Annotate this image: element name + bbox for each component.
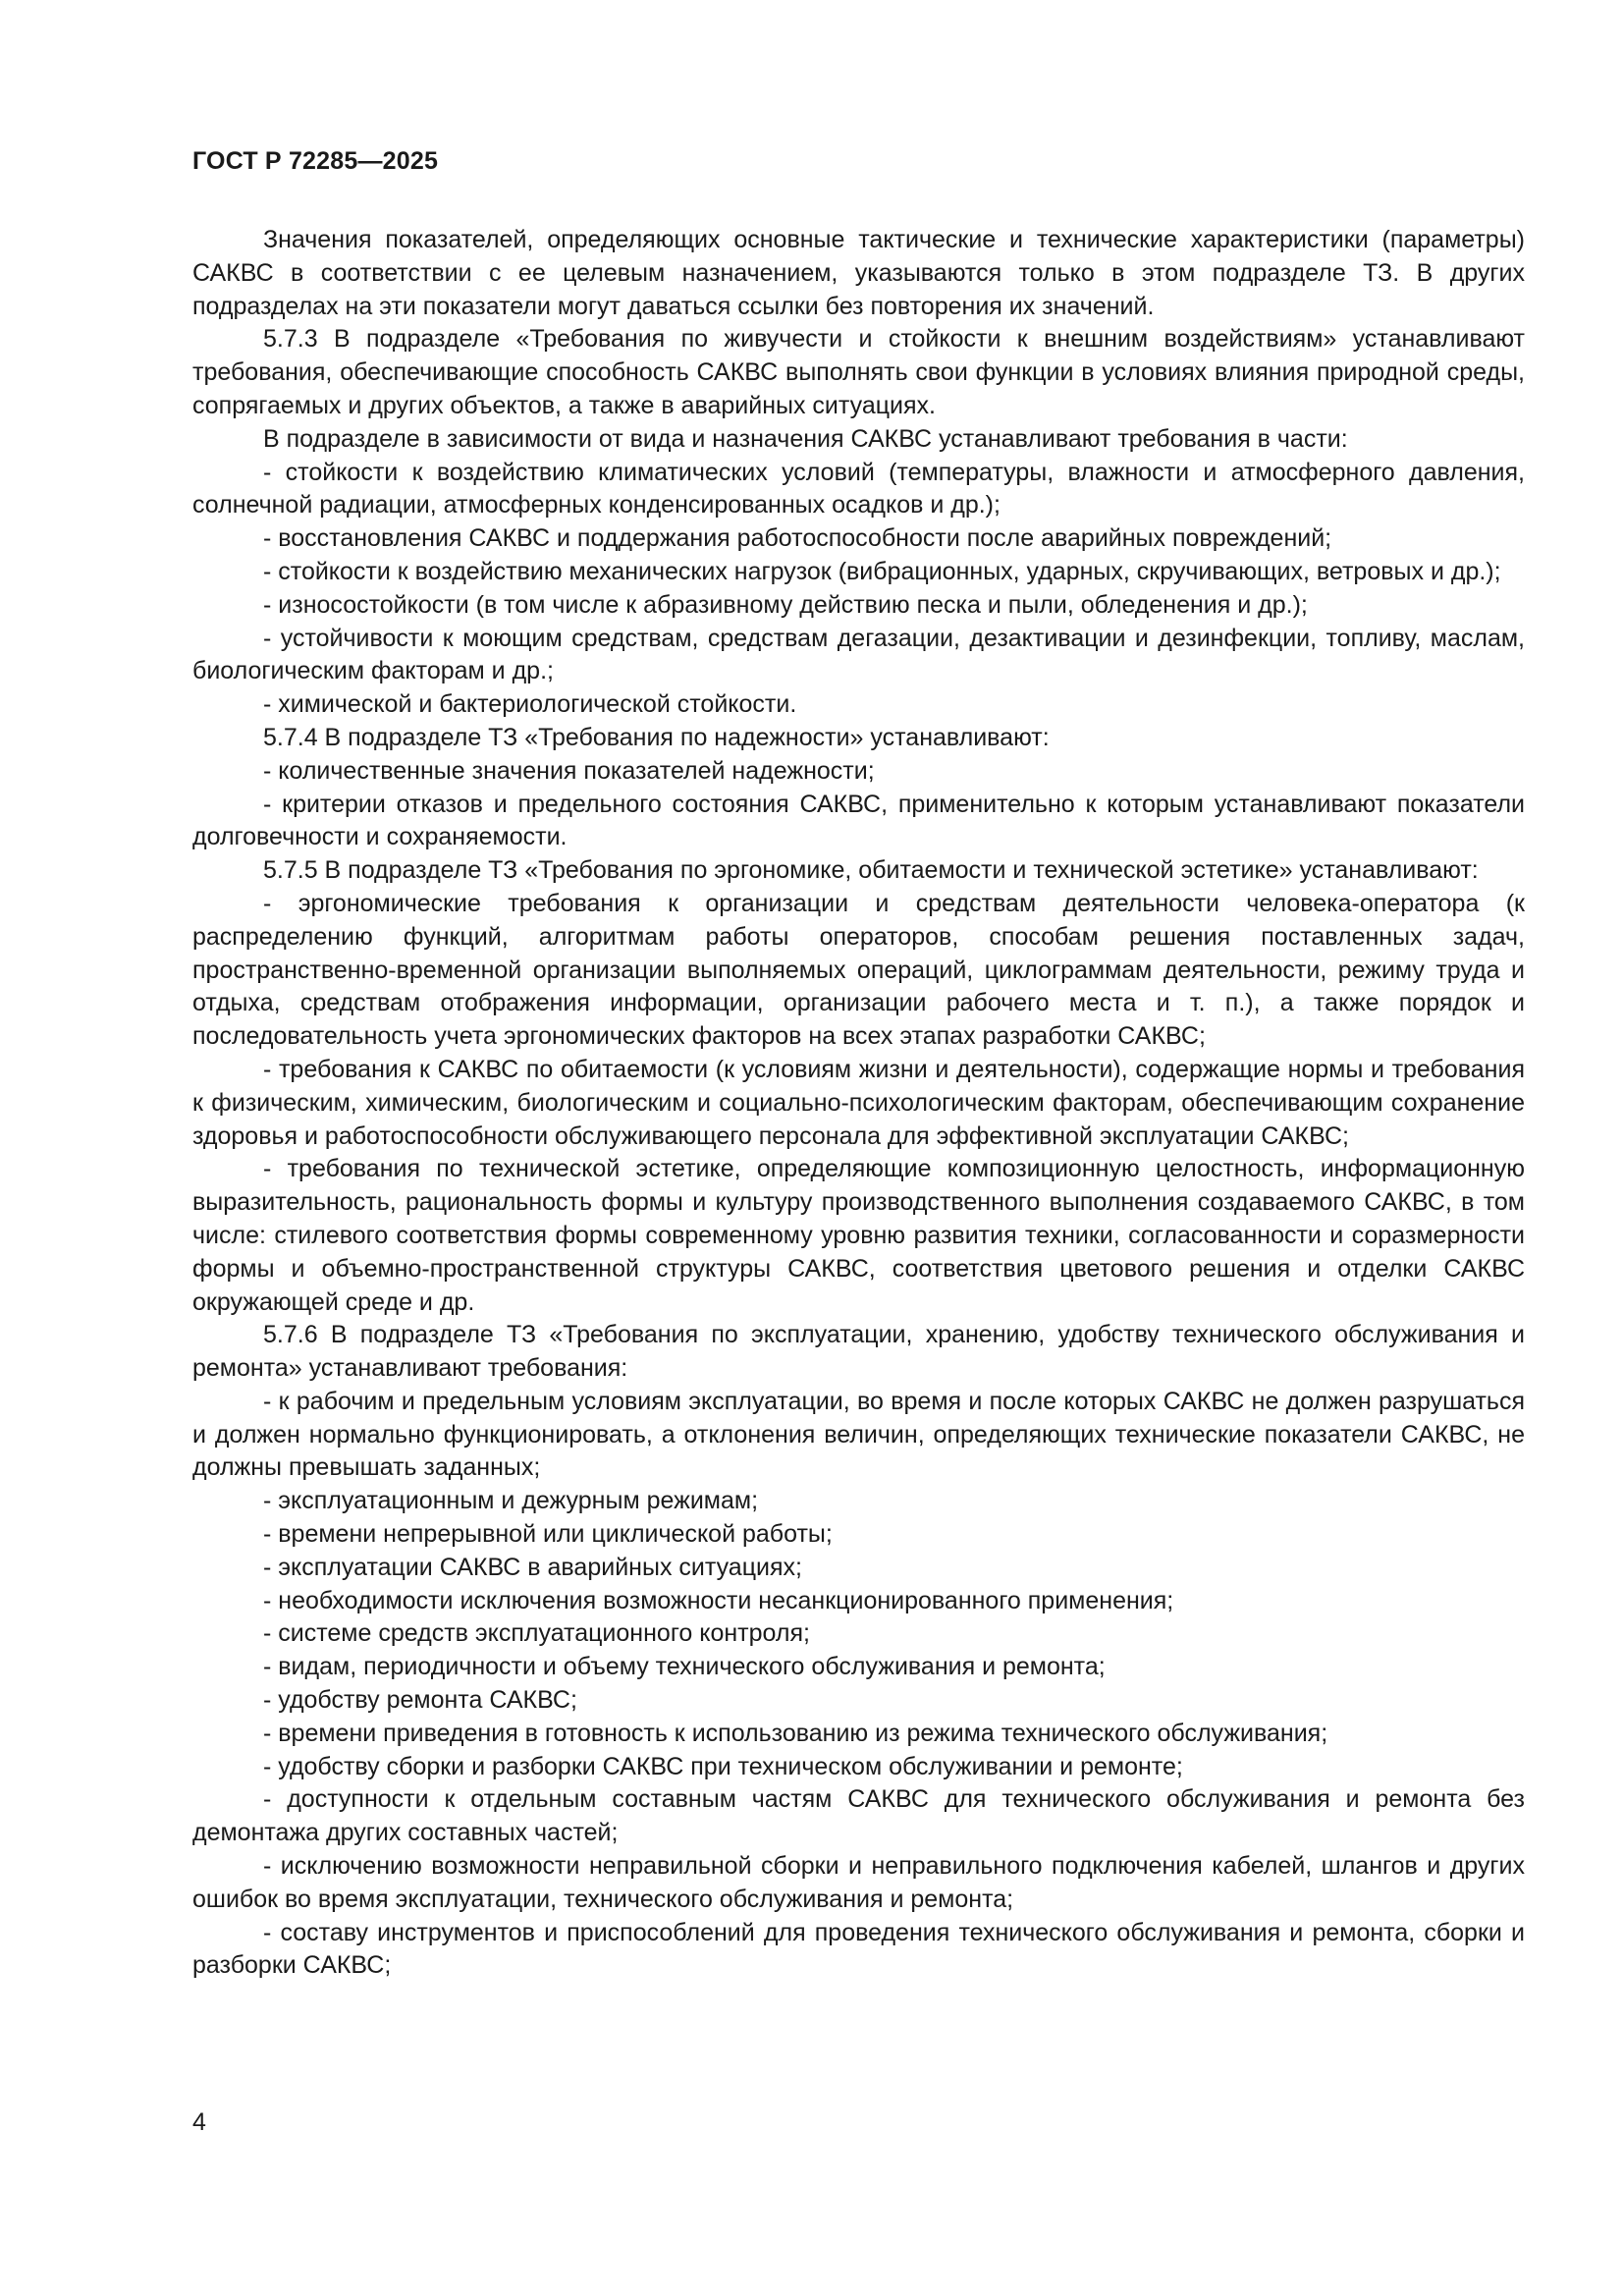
list-item: - восстановления САКВС и поддержания работоспособности после аварийных повреждений;	[263, 524, 1332, 553]
paragraph: В подразделе в зависимости от вида и назначения САКВС устанавливают требования в части:	[263, 424, 1348, 453]
list-item: - составу инструментов и приспособлений для проведения технического обслуживания и ремонта, сборки и разборки САКВС;	[192, 1918, 1525, 1980]
list-item: - исключению возможности неправильной сборки и неправильного подключения кабелей, шлангов и других ошибок во время эксплуатации, технического обслуживания и ремонта;	[192, 1852, 1525, 1913]
paragraph: 5.7.6 В подразделе ТЗ «Требования по эксплуатации, хранению, удобству технического обслуживания и ремонта» устанавливают требования:	[192, 1321, 1525, 1383]
list-item: - стойкости к воздействию климатических условий (температуры, влажности и атмосферного давления, солнечной радиации, атмосферных конденсированных осадков и др.);	[192, 458, 1525, 519]
list-item: - видам, периодичности и объему технического обслуживания и ремонта;	[263, 1653, 1106, 1681]
list-item: - критерии отказов и предельного состояния САКВС, применительно к которым устанавливают показатели долговечности и сохраняемости.	[192, 790, 1525, 851]
list-item: - химической и бактериологической стойкости.	[263, 690, 797, 719]
paragraph: 5.7.4 В подразделе ТЗ «Требования по надежности» устанавливают:	[263, 723, 1050, 751]
list-item: - эксплуатационным и дежурным режимам;	[263, 1487, 759, 1515]
list-item: - системе средств эксплуатационного контроля;	[263, 1619, 810, 1648]
list-item: - требования по технической эстетике, определяющие композиционную целостность, информационную выразительность, рациональность формы и культуру производственного выполнения создаваемого САКВС, в том числе: стилевого соответствия формы современному уровню развития техники, согласованности и соразмерности формы и объемно-пространственной структуры САКВС, соответствия цветового решения и отделки САКВС окружающей среде и др.	[192, 1155, 1525, 1316]
list-item: - к рабочим и предельным условиям эксплуатации, во время и после которых САКВС не должен разрушаться и должен нормально функционировать, а отклонения величин, определяющих технические показатели САКВС, не должны превышать заданных;	[192, 1387, 1525, 1482]
paragraph: Значения показателей, определяющих основные тактические и технические характеристики (параметры) САКВС в соответствии с ее целевым назначением, указываются только в этом подразделе ТЗ. В других подразделах на эти показатели могут даваться ссылки без повторения их значений.	[192, 226, 1525, 320]
list-item: - необходимости исключения возможности несанкционированного применения;	[263, 1586, 1174, 1614]
body-text	[192, 224, 1525, 1983]
list-item: - эргономические требования к организации и средствам деятельности человека-оператора (к распределению функций, алгоритмам работы операторов, способам решения поставленных задач, пространственно-временной организации выполняемых операций, циклограммам деятельности, режиму труда и отдыха, средствам отображения информации, организации рабочего места и т. п.), а также порядок и последовательность учета эргономических факторов на всех этапах разработки САКВС;	[192, 889, 1525, 1051]
list-item: - удобству сборки и разборки САКВС при техническом обслуживании и ремонте;	[263, 1752, 1183, 1780]
list-item: - устойчивости к моющим средствам, средствам дегазации, дезактивации и дезинфекции, топливу, маслам, биологическим факторам и др.;	[192, 624, 1525, 685]
list-item: - стойкости к воздействию механических нагрузок (вибрационных, ударных, скручивающих, ветровых и др.);	[263, 557, 1501, 585]
list-item: - времени приведения в готовность к использованию из режима технического обслуживания;	[263, 1719, 1328, 1747]
list-item: - количественные значения показателей надежности;	[263, 756, 875, 785]
paragraph: 5.7.3 В подразделе «Требования по живучести и стойкости к внешним воздействиям» устанавливают требования, обеспечивающие способность САКВС выполнять свои функции в условиях влияния природной среды, сопрягаемых и других объектов, а также в аварийных ситуациях.	[192, 325, 1525, 419]
paragraph: 5.7.5 В подразделе ТЗ «Требования по эргономике, обитаемости и технической эстетике» устанавливают:	[263, 856, 1479, 885]
list-item: - требования к САКВС по обитаемости (к условиям жизни и деятельности), содержащие нормы и требования к физическим, химическим, биологическим и социально-психологическим факторам, обеспечивающим сохранение здоровья и работоспособности обслуживающего персонала для эффективной эксплуатации САКВС;	[192, 1055, 1525, 1150]
list-item: - доступности к отдельным составным частям САКВС для технического обслуживания и ремонта без демонтажа других составных частей;	[192, 1785, 1525, 1847]
list-item: - эксплуатации САКВС в аварийных ситуациях;	[263, 1553, 802, 1581]
standard-header: ГОСТ Р 72285—2025	[192, 147, 439, 175]
list-item: - удобству ремонта САКВС;	[263, 1686, 577, 1715]
list-item: - времени непрерывной или циклической работы;	[263, 1520, 833, 1549]
list-item: - износостойкости (в том числе к абразивному действию песка и пыли, обледенения и др.);	[263, 590, 1308, 619]
page-number: 4	[192, 2108, 206, 2136]
